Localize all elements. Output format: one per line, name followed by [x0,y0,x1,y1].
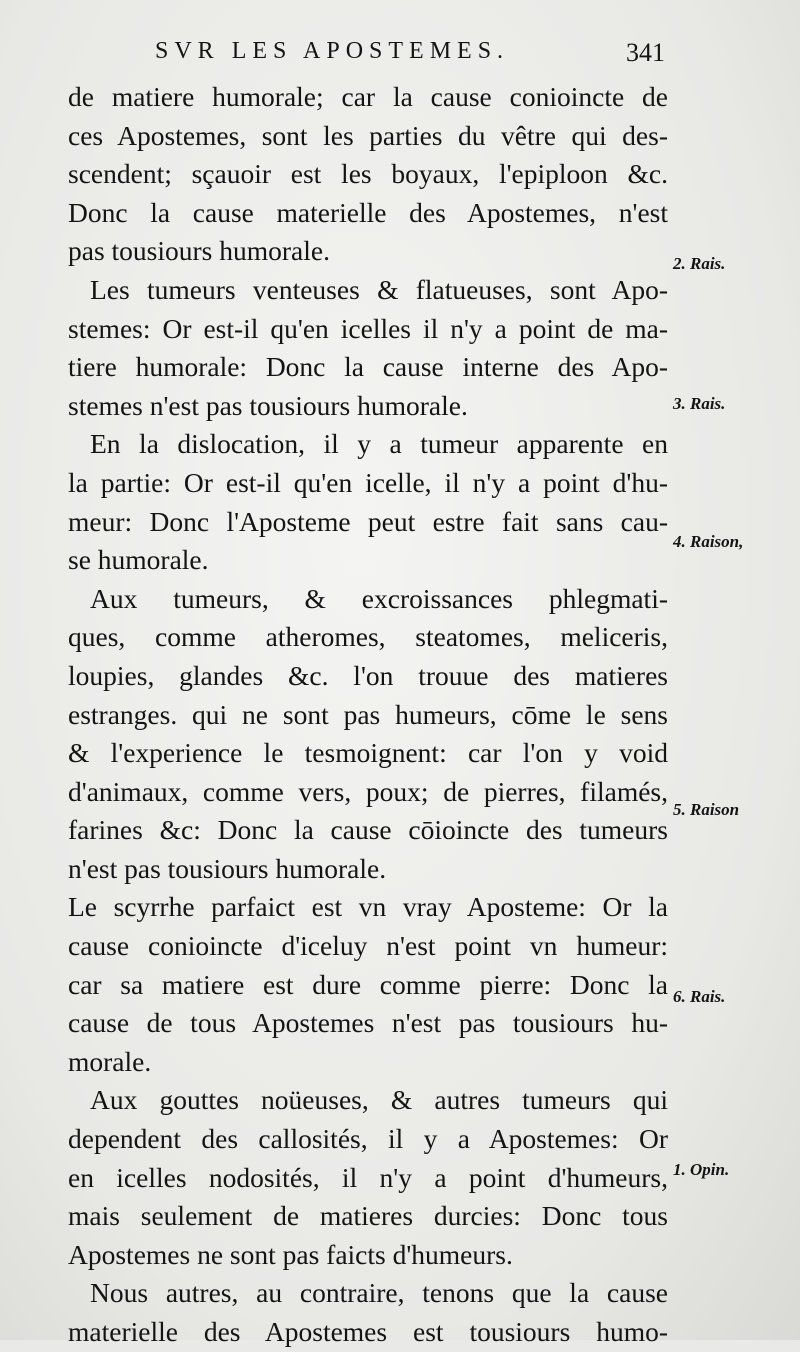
text-line: la partie: Or est-il qu'en icelle, il n'y a point d'hu- [68,466,668,498]
margin-note: 6. Rais. [673,987,726,1006]
text-line: En la dislocation, il y a tumeur apparente en [90,428,668,460]
text-line: meur: Donc l'Aposteme peut estre fait sans cau- [68,505,668,537]
margin-note: 1. Opin. [673,1160,730,1179]
text-line: Nous autres, au contraire, tenons que la cause [90,1277,668,1309]
text-line: en icelles nodosités, il n'y a point d'humeurs, [68,1161,668,1193]
text-line: de matiere humorale; car la cause conioincte de [68,81,668,112]
text-line: Les tumeurs venteuses & flatueuses, sont Apo- [90,273,668,305]
text-line: scendent; sçauoir est les boyaux, l'epiploon &c. [68,158,668,190]
text-line: cause conioincte d'iceluy n'est point vn humeur: [68,930,668,962]
margin-note: 2. Rais. [673,254,726,273]
text-line: se humorale. [68,544,209,576]
text-line: Donc la cause materielle des Apostemes, n'est [68,196,668,228]
page-number: 341 [626,38,665,67]
running-title: SVR LES APOSTEMES. [155,38,510,64]
text-line: Apostemes ne sont pas faicts d'humeurs. [68,1238,513,1270]
text-line: ques, comme atheromes, steatomes, meliceris, [68,621,668,653]
text-line: cause de tous Apostemes n'est pas tousiours hu- [68,1007,668,1039]
body-text [68,78,668,1352]
text-line: tiere humorale: Donc la cause interne des Apo- [68,351,668,383]
text-line: car sa matiere est dure comme pierre: Donc la [68,968,668,1000]
margin-note: 5. Raison [673,800,740,819]
text-line: estranges. qui ne sont pas humeurs, cōme le sens [68,698,668,730]
text-line: & l'experience le tesmoignent: car l'on y void [68,737,668,769]
text-line: Aux gouttes noüeuses, & autres tumeurs qui [90,1084,668,1116]
text-line: mais seulement de matieres durcies: Donc tous [68,1200,668,1232]
text-line: dependent des callosités, il y a Apostemes: Or [68,1123,668,1155]
text-line: stemes n'est pas tousiours humorale. [68,389,468,421]
text-line: loupies, glandes &c. l'on trouue des matieres [68,659,668,691]
text-line: pas tousiours humorale. [68,235,330,267]
text-line: morale. [68,1045,152,1077]
text-line: Le scyrrhe parfaict est vn vray Aposteme: Or la [68,891,668,923]
text-line: n'est pas tousiours humorale. [68,852,387,884]
text-line: farines &c: Donc la cause cōioincte des tumeurs [68,814,668,846]
margin-note: 4. Raison, [673,532,744,551]
text-line: Aux tumeurs, & excroissances phlegmati- [90,582,668,614]
text-line: stemes: Or est-il qu'en icelles il n'y a point de ma- [68,312,668,344]
text-line: materielle des Apostemes est tousiours humo- [68,1316,668,1347]
text-line: d'animaux, comme vers, poux; de pierres, filamés, [68,775,668,807]
margin-note: 3. Rais. [673,394,726,413]
text-line: ces Apostemes, sont les parties du vêtre qui des- [68,119,668,151]
